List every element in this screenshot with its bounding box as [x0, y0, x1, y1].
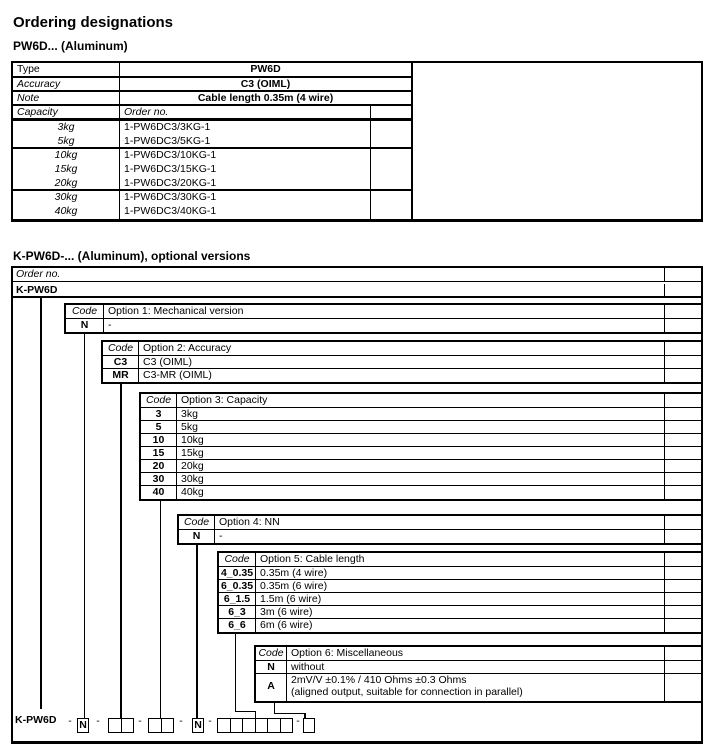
table-row	[13, 191, 411, 205]
order-code-box-option5	[217, 718, 293, 733]
order-code-box-option4	[192, 718, 204, 733]
connector-line-option3	[160, 501, 162, 718]
order-code-box-option3	[148, 718, 174, 733]
connector-line-option2	[120, 384, 122, 718]
tail-cell	[664, 305, 703, 318]
option-row	[141, 473, 703, 486]
tail-cell	[664, 447, 703, 459]
desc-cell: 20kg	[181, 460, 204, 472]
desc-cell: 15kg	[181, 447, 204, 459]
tail-cell	[664, 394, 703, 407]
code-cell: 6_0.35	[219, 580, 256, 592]
capacity-cell: 30kg	[13, 191, 120, 205]
option-block-4	[177, 514, 703, 545]
code-cell: N	[66, 319, 104, 332]
code-box-cell	[256, 719, 269, 732]
orderno-cell: 1-PW6DC3/40KG-1	[124, 205, 217, 217]
option-row	[141, 408, 703, 421]
option5-title: Option 5: Cable length	[260, 553, 365, 565]
desc-cell	[287, 674, 664, 701]
ordering-table-pw6d	[11, 61, 703, 231]
orderno-cell: 1-PW6DC3/30KG-1	[124, 191, 217, 203]
desc-cell: 5kg	[181, 421, 198, 433]
order-code-separator: -	[208, 715, 212, 727]
table-row	[13, 135, 411, 149]
option-row	[141, 460, 703, 473]
option4-title: Option 4: NN	[219, 516, 280, 528]
capacity-cell: 15kg	[13, 163, 120, 177]
connector-line-option1	[84, 334, 86, 718]
tail-cell	[664, 434, 703, 446]
tail-cell	[664, 619, 703, 632]
table1-type-label: Type	[13, 63, 120, 76]
tail-cell	[664, 580, 703, 592]
code-box-cell	[268, 719, 281, 732]
code-cell: 5	[141, 421, 177, 433]
code-header-cell: Code	[256, 647, 287, 660]
tail-cell	[664, 567, 703, 579]
connector-line-option4	[196, 545, 198, 718]
code-cell: 6_6	[219, 619, 256, 632]
order-code-separator: -	[138, 715, 142, 727]
option-row	[141, 434, 703, 447]
code-box-cell	[218, 719, 231, 732]
desc-cell: 1.5m (6 wire)	[260, 593, 322, 605]
option6-title: Option 6: Miscellaneous	[291, 647, 404, 659]
order-code-box-option6	[303, 718, 315, 733]
tail-cell	[664, 674, 703, 701]
option6-header	[256, 647, 703, 661]
tail-cell	[664, 593, 703, 605]
connector-line-prefix	[40, 298, 42, 709]
capacity-cell: 20kg	[13, 177, 120, 189]
tail-cell	[664, 369, 703, 382]
desc-cell: 30kg	[181, 473, 204, 485]
code-header-cell: Code	[66, 305, 104, 318]
capacity-cell: 5kg	[13, 135, 120, 147]
desc-cell: 0.35m (6 wire)	[260, 580, 328, 592]
desc-cell: C3 (OIML)	[143, 356, 193, 368]
table-row	[13, 149, 411, 163]
code-box-cell	[109, 719, 122, 732]
ordering-table-kpw6d	[11, 266, 703, 744]
table-row	[13, 121, 411, 135]
desc-cell: -	[219, 530, 223, 542]
orderno-cell: 1-PW6DC3/15KG-1	[124, 163, 217, 175]
code-box-cell	[149, 719, 162, 732]
orderno-cell: 1-PW6DC3/20KG-1	[124, 177, 217, 189]
tail-cell	[664, 553, 703, 566]
order-code-prefix: K-PW6D	[15, 714, 57, 726]
code-box-cell: N	[79, 719, 87, 731]
code-box-cell	[304, 719, 314, 732]
desc-cell: without	[291, 661, 325, 673]
option-block-1	[64, 303, 703, 334]
code-cell: 6_3	[219, 606, 256, 618]
desc-cell: C3-MR (OIML)	[143, 369, 212, 381]
table1-narrow-cell	[370, 106, 411, 118]
tail-cell	[664, 421, 703, 433]
tail-cell	[664, 460, 703, 472]
table-row	[13, 205, 411, 219]
option2-header	[103, 342, 703, 356]
code-header-cell: Code	[103, 342, 139, 355]
table2-tail-cell	[664, 268, 701, 281]
table2-prefix-label: K-PW6D	[16, 283, 58, 296]
tail-cell	[664, 530, 703, 543]
narrow-cell	[370, 205, 411, 219]
desc-cell: -	[108, 319, 112, 331]
table1-row-note	[13, 92, 411, 106]
option-row	[219, 606, 703, 619]
option3-title: Option 3: Capacity	[181, 394, 268, 406]
option-row	[103, 356, 703, 369]
code-header-cell: Code	[179, 516, 215, 529]
table1-accuracy-label: Accuracy	[13, 78, 120, 90]
option1-header	[66, 305, 703, 319]
desc-cell: 3kg	[181, 408, 198, 420]
table1-main	[11, 61, 413, 222]
table2-tail-cell	[664, 284, 701, 296]
option-block-5	[217, 551, 703, 634]
tail-cell	[664, 319, 703, 332]
table1-subtitle: PW6D... (Aluminum)	[13, 39, 128, 53]
connector-elbow-option5	[235, 711, 257, 713]
orderno-cell: 1-PW6DC3/10KG-1	[124, 149, 217, 161]
narrow-cell	[370, 149, 411, 163]
code-cell: 10	[141, 434, 177, 446]
connector-elbow-option6	[274, 713, 306, 715]
order-code-separator: -	[96, 715, 100, 727]
tail-cell	[664, 486, 703, 499]
orderno-cell: 1-PW6DC3/5KG-1	[124, 135, 211, 147]
desc-line-2: (aligned output, suitable for connection in parallel)	[291, 686, 523, 698]
code-cell: MR	[103, 369, 139, 382]
code-cell: 6_1.5	[219, 593, 256, 605]
code-box-cell	[281, 719, 293, 732]
narrow-cell	[370, 135, 411, 147]
option-row	[219, 593, 703, 606]
desc-cell: 3m (6 wire)	[260, 606, 313, 618]
option-row	[141, 421, 703, 434]
table1-empty-panel	[411, 61, 703, 222]
page-title: Ordering designations	[13, 14, 174, 31]
code-cell: 30	[141, 473, 177, 485]
code-cell: C3	[103, 356, 139, 368]
capacity-cell: 40kg	[13, 205, 120, 219]
narrow-cell	[370, 177, 411, 189]
code-header-cell: Code	[219, 553, 256, 566]
option-row	[141, 447, 703, 460]
option4-header	[179, 516, 703, 530]
capacity-cell: 3kg	[13, 121, 120, 135]
code-cell: 4_0.35	[219, 567, 256, 579]
code-cell: 3	[141, 408, 177, 420]
table1-orderno-label: Order no.	[124, 106, 169, 118]
code-box-cell	[162, 719, 174, 732]
code-cell: 15	[141, 447, 177, 459]
option-row	[219, 580, 703, 593]
narrow-cell	[370, 191, 411, 205]
code-cell: A	[256, 674, 287, 701]
narrow-cell	[370, 121, 411, 135]
option-row	[256, 661, 703, 674]
order-code-box-option1	[77, 718, 89, 733]
table-row	[13, 163, 411, 177]
desc-cell: 10kg	[181, 434, 204, 446]
option-block-6	[254, 645, 703, 703]
table-row	[13, 177, 411, 191]
tail-cell	[664, 473, 703, 485]
tail-cell	[664, 661, 703, 673]
tail-cell	[664, 408, 703, 420]
code-header-cell: Code	[141, 394, 177, 407]
option3-header	[141, 394, 703, 408]
option5-header	[219, 553, 703, 567]
option-row	[141, 486, 703, 499]
orderno-cell: 1-PW6DC3/3KG-1	[124, 121, 211, 133]
table2-orderno-row	[13, 268, 701, 282]
table1-accuracy-value: C3 (OIML)	[240, 78, 291, 90]
order-code-separator: -	[179, 715, 183, 727]
tail-cell	[664, 356, 703, 368]
capacity-cell: 10kg	[13, 149, 120, 163]
table1-row-type	[13, 63, 411, 78]
desc-cell: 40kg	[181, 486, 204, 498]
table1-note-value: Cable length 0.35m (4 wire)	[197, 92, 334, 104]
code-cell: N	[256, 661, 287, 673]
desc-cell: 0.35m (4 wire)	[260, 567, 328, 579]
table2-subtitle: K-PW6D-... (Aluminum), optional versions	[13, 249, 251, 263]
table1-type-value: PW6D	[250, 63, 281, 75]
code-box-cell	[122, 719, 134, 732]
tail-cell	[664, 342, 703, 355]
option-row	[179, 530, 703, 543]
code-cell: 20	[141, 460, 177, 472]
code-box-cell	[243, 719, 256, 732]
table1-row-accuracy	[13, 78, 411, 92]
table1-note-label: Note	[13, 92, 120, 104]
table1-capacity-label: Capacity	[13, 106, 120, 118]
connector-line-option5	[235, 634, 237, 712]
code-cell: 40	[141, 486, 177, 499]
option-row	[66, 319, 703, 332]
option1-title: Option 1: Mechanical version	[108, 305, 244, 317]
code-box-cell: N	[194, 719, 202, 731]
order-code-separator: -	[68, 715, 72, 727]
option-block-2	[101, 340, 703, 384]
option-block-3	[139, 392, 703, 501]
option-row	[219, 619, 703, 632]
option-row	[103, 369, 703, 382]
order-code-separator: -	[296, 715, 300, 727]
narrow-cell	[370, 163, 411, 177]
tail-cell	[664, 606, 703, 618]
option-row	[256, 674, 703, 701]
code-cell: N	[179, 530, 215, 543]
table2-prefix-row	[13, 284, 701, 298]
desc-cell: 6m (6 wire)	[260, 619, 313, 631]
table1-capacity-header-row	[13, 106, 411, 121]
option2-title: Option 2: Accuracy	[143, 342, 232, 354]
tail-cell	[664, 647, 703, 660]
tail-cell	[664, 516, 703, 529]
code-box-cell	[231, 719, 244, 732]
table2-orderno-label: Order no.	[16, 268, 61, 280]
option-row	[219, 567, 703, 580]
order-code-box-option2	[108, 718, 134, 733]
desc-line-1: 2mV/V ±0.1% / 410 Ohms ±0.3 Ohms	[291, 674, 467, 686]
